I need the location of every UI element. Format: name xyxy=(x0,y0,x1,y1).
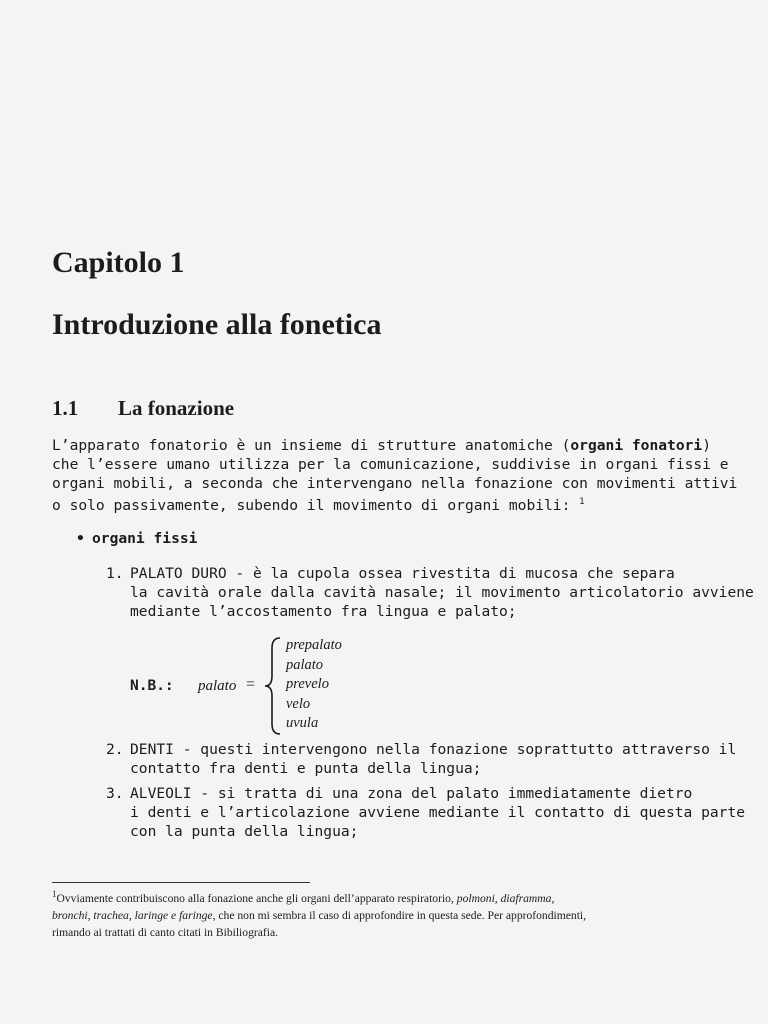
intro-line xyxy=(52,493,702,515)
nb-term: palato xyxy=(286,656,324,673)
nb-term: velo xyxy=(286,695,311,712)
intro-bold-term: organi fonatori xyxy=(570,437,703,454)
footnote xyxy=(52,886,712,941)
nb-term: prevelo xyxy=(286,676,329,692)
chapter-title: Introduzione alla fonetica xyxy=(52,308,382,341)
list-item-text xyxy=(130,564,754,621)
intro-line xyxy=(52,436,711,455)
list-item-text xyxy=(130,740,736,778)
nb-term: prepalato xyxy=(286,637,342,653)
nb-term: uvula xyxy=(286,715,319,731)
list-item-line: ALVEOLI - si tratta di una zona del palato immediatamente dietro xyxy=(130,785,693,802)
list-item-line: DENTI - questi intervengono nella fonazione soprattutto attraverso il xyxy=(130,741,737,758)
list-item-number: 2. xyxy=(106,741,124,758)
nb-equals: = xyxy=(246,676,256,693)
footnote-italic: polmoni, diaframma, xyxy=(456,891,555,905)
intro-line: organi mobili, a seconda che intervengano nella fonazione con movimenti attivi xyxy=(52,475,738,492)
intro-text: o solo passivamente, subendo il movimento di organi mobili: xyxy=(52,496,580,514)
curly-brace-icon xyxy=(262,636,284,736)
footnote-line xyxy=(52,886,712,907)
bullet-label: organi fissi xyxy=(92,530,198,547)
list-item-line: la cavità orale dalla cavità nasale; il movimento articolatorio avviene xyxy=(130,584,754,601)
intro-text: ) xyxy=(702,437,711,454)
chapter-label: Capitolo 1 xyxy=(52,246,185,279)
list-item-line: con la punta della lingua; xyxy=(130,823,359,840)
bullet-organi-fissi xyxy=(76,530,197,547)
intro-text: L’apparato fonatorio è un insieme di strutture anatomiche ( xyxy=(52,437,571,454)
footnote-text: , che non mi sembra il caso di approfondire in questa sede. Per approfondimenti, xyxy=(212,908,587,922)
nb-lhs: palato xyxy=(198,678,237,694)
footnote-number: 1 xyxy=(52,889,57,899)
section-title: La fonazione xyxy=(118,396,235,420)
bullet-dot-icon: • xyxy=(76,530,85,547)
intro-line: che l’essere umano utilizza per la comunicazione, suddivise in organi fissi e xyxy=(52,456,729,473)
footnote-italic: bronchi, trachea, laringe e faringe xyxy=(52,908,213,922)
footnote-line xyxy=(52,907,712,924)
intro-paragraph xyxy=(52,436,738,515)
list-item-line: contatto fra denti e punta della lingua; xyxy=(130,760,482,777)
section-heading xyxy=(52,396,234,421)
list-item-line: mediante l’accostamento fra lingua e palato; xyxy=(130,603,517,620)
nb-terms xyxy=(286,636,342,734)
list-item-number: 1. xyxy=(106,565,124,582)
list-item-line: i denti e l’articolazione avviene mediante il contatto di questa parte xyxy=(130,804,746,821)
footnote-line: rimando ai trattati di canto citati in Bibiliografia. xyxy=(52,925,279,939)
section-number: 1.1 xyxy=(52,396,79,420)
list-item-line: PALATO DURO - è la cupola ossea rivestita di mucosa che separa xyxy=(130,565,675,582)
list-item-text xyxy=(130,784,745,841)
footnote-text: Ovviamente contribuiscono alla fonazione anche gli organi dell’apparato respiratorio, xyxy=(56,891,457,905)
footnote-divider xyxy=(52,882,310,883)
nb-label: N.B.: xyxy=(130,678,174,694)
footnote-ref: 1 xyxy=(579,497,585,507)
list-item-number: 3. xyxy=(106,785,124,802)
